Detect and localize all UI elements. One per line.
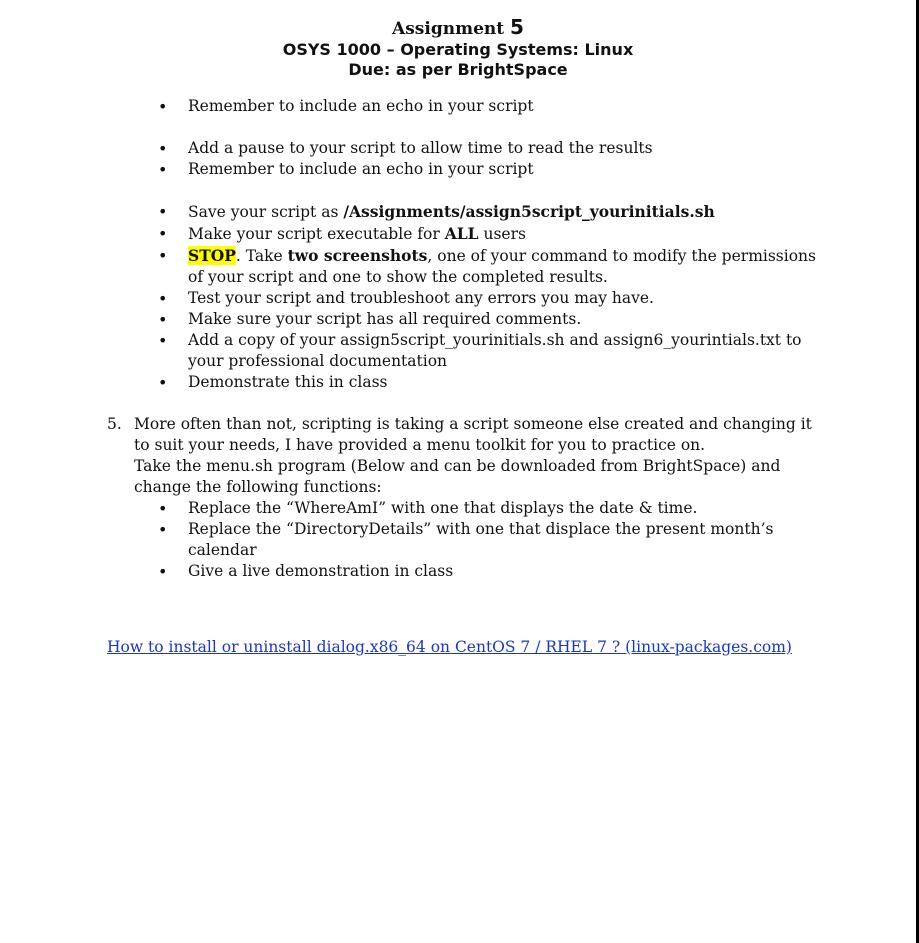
stop-middle: . Take: [235, 247, 288, 265]
stop-rest: , one of your command to modify the permissions of your script and one to show the completed results.: [188, 247, 816, 286]
save-prefix: Save your script as: [188, 203, 344, 221]
assignment-title: [0, 16, 916, 40]
list-item: • Remember to include an echo in your script: [0, 96, 916, 117]
spacer: [0, 180, 916, 201]
stop-bold: two screenshots: [287, 246, 428, 265]
question-number: 5.: [107, 415, 122, 433]
bullet-list-1: [0, 96, 916, 117]
list-item: • Replace the “DirectoryDetails” with one that displace the present month’s calendar: [0, 519, 916, 561]
assignment-title-word: Assignment: [392, 19, 505, 39]
list-item: • Give a live demonstration in class: [0, 561, 916, 582]
reference-link-line: [107, 637, 792, 658]
question-5-bullets: [0, 498, 916, 582]
spacer: [0, 393, 916, 414]
question-paragraph-2: Take the menu.sh program (Below and can be downloaded from BrightSpace) and change the following functions:: [134, 457, 781, 496]
list-item-stop: [0, 245, 916, 288]
due-date: Due: as per BrightSpace: [348, 60, 568, 79]
list-item: • Replace the “WhereAmI” with one that displays the date & time.: [0, 498, 916, 519]
list-item: • Remember to include an echo in your script: [0, 159, 916, 180]
bullet-list-2: [0, 138, 916, 180]
bullet-list-3: [0, 201, 916, 393]
list-item-save: [0, 201, 916, 223]
document-header: [0, 16, 916, 80]
document-body: [0, 96, 916, 582]
spacer: [0, 117, 916, 138]
list-item: • Demonstrate this in class: [0, 372, 916, 393]
stop-highlight: STOP: [188, 246, 236, 265]
course-title: OSYS 1000 – Operating Systems: Linux: [282, 40, 634, 59]
list-item: • Test your script and troubleshoot any errors you may have.: [0, 288, 916, 309]
question-5: [0, 414, 916, 498]
exec-prefix: Make your script executable for: [188, 225, 445, 243]
list-item-executable: [0, 223, 916, 245]
question-paragraph-1: More often than not, scripting is taking a script someone else created and changing it to suit your needs, I have provided a menu toolkit for you to practice on.: [134, 415, 812, 454]
dialog-install-link[interactable]: How to install or uninstall dialog.x86_64 on CentOS 7 / RHEL 7 ? (linux-packages.com): [107, 638, 792, 656]
exec-bold: ALL: [444, 224, 479, 243]
exec-suffix: users: [478, 225, 526, 243]
save-path: /Assignments/assign5script_yourinitials.sh: [343, 202, 715, 221]
list-item: • Add a copy of your assign5script_yourinitials.sh and assign6_yourintials.txt to your professional documentation: [0, 330, 916, 372]
assignment-number: 5: [510, 15, 524, 39]
list-item: • Make sure your script has all required comments.: [0, 309, 916, 330]
list-item: • Add a pause to your script to allow time to read the results: [0, 138, 916, 159]
